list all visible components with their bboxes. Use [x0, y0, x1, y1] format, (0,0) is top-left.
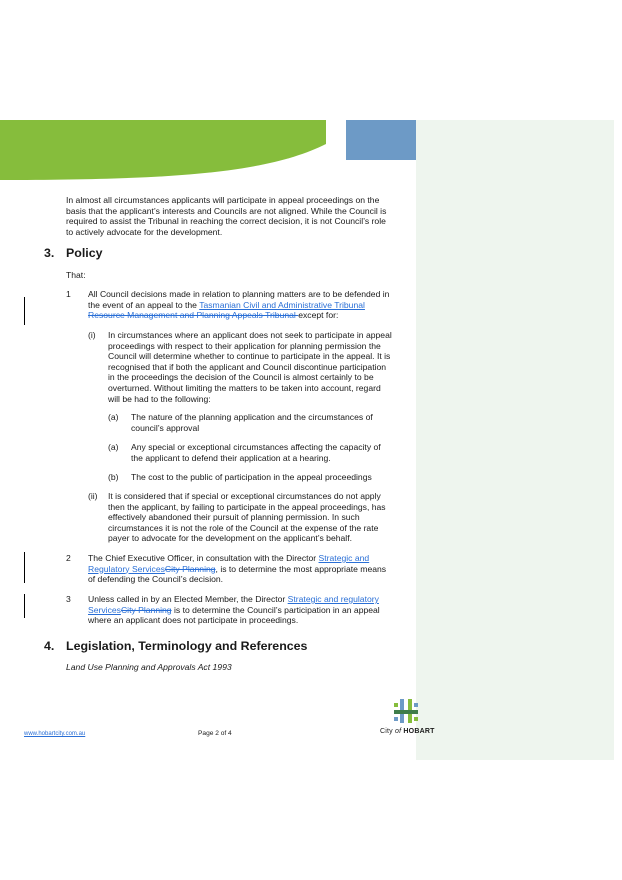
item-number: 3: [66, 594, 71, 604]
item-line: [88, 564, 418, 575]
intro-paragraph: [66, 195, 411, 237]
point-label: (a): [108, 442, 119, 452]
subitem-line: Council will determine whether to continue to participate in the appeal. It is: [108, 351, 391, 362]
item-1-text: [88, 289, 418, 321]
subitem-ii-text: [108, 491, 418, 544]
point-line: Any special or exceptional circumstances affecting the capacity of: [131, 442, 381, 452]
item-line: [88, 300, 418, 311]
subitem-line: In circumstances where an applicant does not seek to participate in appeal: [108, 330, 392, 340]
subitem-line: in the proceedings the decision of the Council is almost certainly to be: [108, 372, 374, 383]
subitem-line: will be had to the following:: [108, 393, 211, 404]
hobart-logo-icon: [391, 698, 421, 724]
deleted-text: City Planning: [164, 563, 216, 574]
intro-line: basis that the applicant’s interests and Councils are not aligned. While the Council is: [66, 205, 387, 216]
director-link[interactable]: Strategic and: [318, 553, 370, 563]
section-4-heading: [44, 639, 307, 653]
item-line: All Council decisions made in relation to planning matters are to be defended in: [88, 289, 390, 299]
point-text: [131, 412, 411, 433]
item-line: [88, 605, 418, 616]
text-run: except for:: [298, 310, 339, 321]
intro-line: to actively advocate for the development.: [66, 226, 223, 237]
item-line: [88, 594, 418, 605]
subitem-line: recognised that if both the applicant and Council discontinue participation: [108, 361, 387, 372]
director-link[interactable]: Regulatory Services: [88, 563, 165, 574]
subitem-number: (i): [88, 330, 96, 340]
change-bar: [24, 552, 25, 583]
point-line: The cost to the public of participation in the appeal proceedings: [131, 472, 372, 482]
subitem-number: (ii): [88, 491, 98, 501]
intro-line: required to assist the Tribunal in reaching the correct decision, it is not Council’s role: [66, 216, 386, 227]
point-text: [131, 442, 411, 463]
point-text: [131, 472, 411, 483]
director-link[interactable]: Strategic and regulatory: [287, 594, 379, 604]
deleted-text: City Planning: [120, 604, 172, 615]
logo-prefix: City: [380, 728, 393, 735]
logo-name: HOBART: [403, 728, 435, 735]
point-line: the applicant to defend their application at a hearing.: [131, 452, 331, 463]
text-run: is to determine the Council’s participation in an appeal: [171, 604, 380, 615]
section-title: Legislation, Terminology and References: [66, 639, 308, 653]
item-line: [88, 310, 418, 321]
deleted-text: Resource Management and Planning Appeals Tribunal: [88, 310, 299, 321]
intro-line: In almost all circumstances applicants will participate in appeal proceedings on the: [66, 195, 380, 205]
item-line: [88, 553, 418, 564]
text-run: The Chief Executive Officer, in consultation with the Director: [88, 553, 319, 563]
point-line: council’s approval: [131, 422, 200, 433]
tribunal-link[interactable]: Tasmanian Civil and Administrative Tribunal: [199, 299, 365, 310]
city-of-hobart-wordmark: [380, 728, 435, 735]
change-bar: [24, 594, 25, 618]
subitem-line: overturned. Without limiting the matters to be taken into account, regard: [108, 382, 381, 393]
text-run: Unless called in by an Elected Member, the Director: [88, 594, 288, 604]
item-line: of defending the Council’s decision.: [88, 574, 224, 585]
item-3-text: [88, 594, 418, 626]
point-line: The nature of the planning application and the circumstances of: [131, 412, 373, 422]
section-title: Policy: [66, 246, 103, 260]
that-label: That:: [66, 270, 86, 280]
change-bar: [24, 297, 25, 325]
section-3-heading: [44, 246, 103, 260]
subitem-line: then the applicant, by failing to participate in the appeal proceedings, has: [108, 501, 386, 512]
subitem-line: proceedings with respect to their application for planning permission the: [108, 340, 381, 351]
subitem-line: effectively abandoned their pursuit of planning permission. In such: [108, 512, 360, 523]
subitem-line: payer to advocate for the development on the applicant’s behalf.: [108, 533, 352, 544]
director-link[interactable]: Services: [88, 604, 121, 615]
item-line: where an applicant does not participate in proceedings.: [88, 615, 299, 626]
subitem-i-text: [108, 330, 418, 404]
subitem-line: circumstances it is not the role of the Council at the expense of the rate: [108, 522, 379, 533]
item-number: 2: [66, 553, 71, 563]
legislation-reference: Land Use Planning and Approvals Act 1993: [66, 662, 232, 672]
text-run: the event of an appeal to the: [88, 299, 200, 310]
text-run: , is to determine the most appropriate means: [215, 563, 387, 574]
subitem-line: It is considered that if special or exceptional circumstances do not apply: [108, 491, 381, 501]
point-label: (b): [108, 472, 119, 482]
header-green-band: [0, 120, 326, 182]
website-link[interactable]: www.hobartcity.com.au: [24, 731, 86, 737]
section-number: 4.: [44, 639, 55, 653]
side-panel-top: [454, 120, 614, 188]
section-number: 3.: [44, 246, 55, 260]
logo-of: of: [395, 728, 402, 735]
point-label: (a): [108, 412, 119, 422]
side-panel: [416, 120, 614, 760]
page-number: Page 2 of 4: [198, 730, 232, 737]
item-2-text: [88, 553, 418, 585]
item-number: 1: [66, 289, 71, 299]
